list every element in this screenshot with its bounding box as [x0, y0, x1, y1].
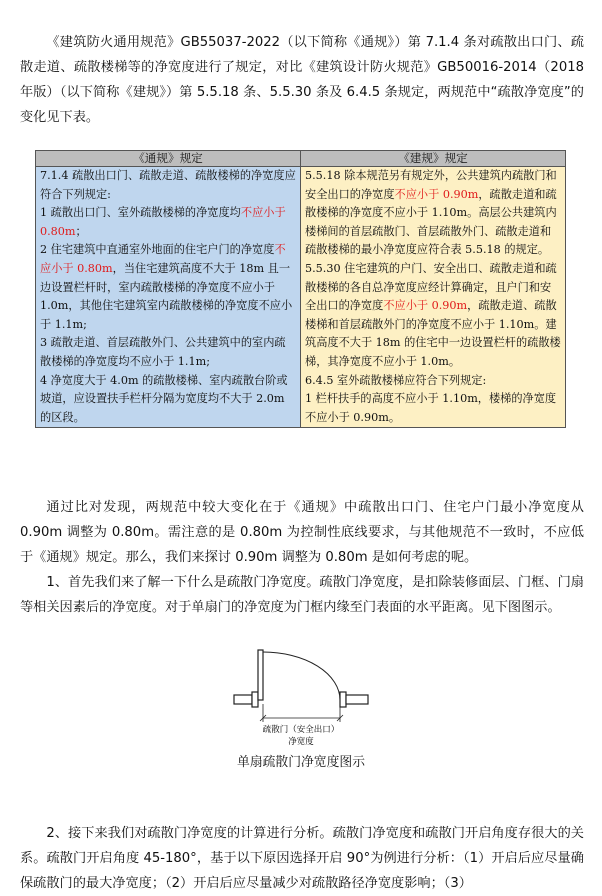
tonggui-clause: 7.1.4 疏散出口门、疏散走道、疏散楼梯的净宽度应符合下列规定:: [40, 169, 296, 201]
jiangui-clause-645: 6.4.5 室外疏散楼梯应符合下列规定:: [305, 373, 487, 387]
left-column-header: 《通规》规定: [36, 151, 301, 167]
intro-paragraph: 《建筑防火通用规范》GB55037-2022（以下简称《通规》）第 7.1.4 条对疏散出口门、疏散走道、疏散楼梯等的净宽度进行了规定，对比《建筑设计防火规范》GB50016-2014（2018 年版）（以下简称《建规》）第 5.5.18 条、5.5.30 条及 6.4.5 条规定，两规范中“疏散净宽度”的变化见下表。: [20, 35, 584, 125]
jiangui-clause-5518: 5.5.18 除本规范另有规定外，公共建筑内疏散门和安全出口的净宽度不应小于 0.90m，疏散走道和疏散楼梯的净宽度不应小于 1.10m。高层公共建筑内楼梯间的首层疏散门、首层疏散外门、疏散走道和疏散楼梯的最小净宽度应符合表 5.5.18 的规定。: [305, 169, 557, 257]
door-label: 疏散门（安全出口）: [262, 725, 340, 735]
jiangui-clause-5530: 5.5.30 住宅建筑的户门、安全出口、疏散走道和疏散楼梯的各自总净宽度应经计算确定，且户门和安全出口的净宽度不应小于 0.90m，疏散走道、疏散楼梯和首层疏散外门的净宽度不应小于 1.10m。建筑高度不大于 18m 的住宅中一边设置栏杆的疏散楼梯，其净宽度不应小于 1.0m。: [305, 261, 561, 368]
tonggui-item-4: 4 净宽度大于 4.0m 的疏散楼梯、室内疏散台阶或坡道，应设置扶手栏杆分隔为宽度均不大于 2.0m 的区段。: [40, 373, 288, 424]
highlight-text: 不应小于 0.80m: [40, 243, 286, 275]
right-column-header: 《建规》规定: [301, 151, 566, 167]
door-leaf: [258, 650, 263, 700]
door-swing-arc: [263, 652, 340, 700]
highlight-text: 不应小于 0.90m: [383, 299, 468, 313]
highlight-text: 不应小于 0.90m: [394, 187, 479, 201]
right-door-frame: [340, 692, 346, 707]
tonggui-item-2: 2 住宅建筑中直通室外地面的住宅户门的净宽度不应小于 0.80m，当住宅建筑高度不大于 18m 且一边设置栏杆时，室内疏散楼梯的净宽度不应小于 1.0m，其他住宅建筑室内疏散楼梯的净宽度不应小于 1.1m;: [40, 243, 293, 331]
tonggui-cell: [36, 167, 301, 428]
tonggui-item-3: 3 疏散走道、首层疏散外门、公共建筑中的室内疏散楼梯的净宽度均不应小于 1.1m;: [40, 336, 286, 368]
tonggui-item-1: 1 疏散出口门、室外疏散楼梯的净宽度均不应小于 0.80m；: [40, 206, 286, 238]
door-width-diagram: [226, 648, 376, 758]
left-wall: [234, 695, 252, 704]
definition-paragraph: 1、首先我们来了解一下什么是疏散门净宽度。疏散门净宽度，是扣除装修面层、门框、门扇等相关因素后的净宽度。对于单扇门的净宽度为门框内缘至门表面的水平距离。见下图图示。: [20, 575, 584, 615]
comparison-table: [35, 150, 566, 428]
door-plan-svg: [226, 648, 376, 758]
highlight-text: 不应小于 0.80m: [40, 206, 286, 238]
comparison-paragraph: 通过比对发现，两规范中较大变化在于《通规》中疏散出口门、住宅户门最小净宽度从 0.90m 调整为 0.80m。需注意的是 0.80m 为控制性底线要求，与其他规范不一致时，不应低于《通规》规定。那么，我们来探讨 0.90m 调整为 0.80m 是如何考虑的呢。: [20, 500, 584, 565]
left-door-frame: [252, 692, 258, 707]
right-wall: [346, 695, 368, 704]
analysis-paragraph: 2、接下来我们对疏散门净宽度的计算进行分析。疏散门净宽度和疏散门开启角度存很大的关系。疏散门开启角度 45-180°，基于以下原因选择开启 90°为例进行分析：（1）开启后应尽量确保疏散门的最大净宽度；（2）开启后应尽量减少对疏散路径净宽度影响；（3）: [20, 826, 584, 891]
jiangui-cell: [301, 167, 566, 428]
figure-caption: 单扇疏散门净宽度图示: [237, 755, 365, 770]
jiangui-item-1: 1 栏杆扶手的高度不应小于 1.10m，楼梯的净宽度不应小于 0.90m。: [305, 392, 557, 424]
width-label: 净宽度: [288, 737, 314, 747]
